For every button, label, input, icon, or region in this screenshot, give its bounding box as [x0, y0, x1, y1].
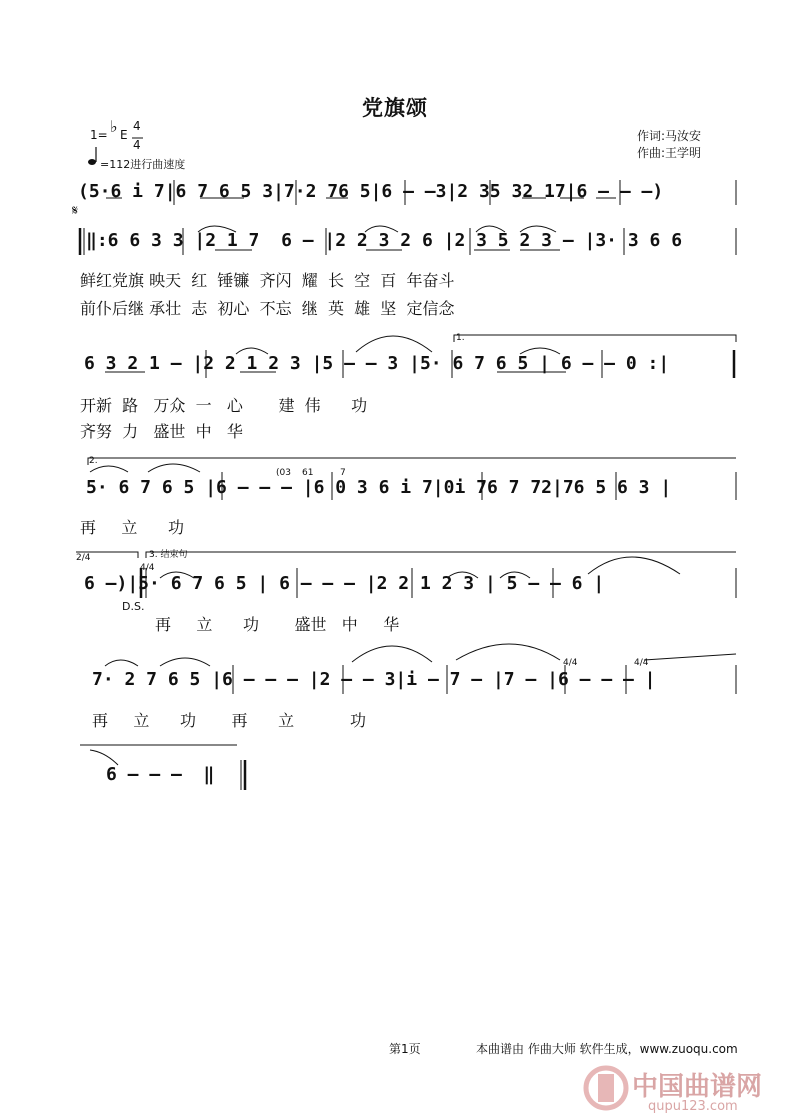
score-row-7: 6 – – – ‖	[106, 764, 215, 785]
cue-label-2: 61	[302, 468, 314, 478]
lyrics-row-5: 再 立 功 盛世 中 华	[155, 615, 400, 634]
score-row-3: 6 3 2 1 – |2 2 1 2 3 |5 – – 3 |5· 6 7 6 5 | 6 – – 0 :|	[84, 353, 670, 374]
time-sig-bottom: 4	[133, 138, 141, 152]
lyrics-row-4: 再 立 功	[80, 518, 184, 537]
time-sig-2-4: 2/4	[76, 553, 91, 563]
time-sig-top: 4	[133, 119, 141, 133]
score-row-4: 5· 6 7 6 5 |6 – – – |6 0 3 6 i 7|0i 76 7 72|76 5 6 3 |	[86, 477, 672, 498]
score-row-6: 7· 2 7 6 5 |6 – – – |2 – – 3|i – 7 – |7 – |6 – – – |	[92, 669, 656, 690]
lyrics-row-3-verse-2: 齐努 力 盛世 中 华	[80, 422, 243, 441]
software-credit: 本曲谱由 作曲大师 软件生成，www.zuoqu.com	[476, 1042, 738, 1056]
page-number: 第1页	[389, 1042, 421, 1056]
flat-sign: ♭	[110, 117, 118, 136]
page-title: 党旗颂	[362, 96, 428, 120]
lyrics-row-2-verse-1: 鲜红党旗 映天 红 锤镰 齐闪 耀 长 空 百 年奋斗	[80, 271, 455, 290]
cue-label-3: 7	[340, 468, 346, 478]
cue-label-1: (03	[276, 468, 291, 478]
key-prefix: 1=	[90, 128, 108, 142]
watermark-text: 中国曲谱网	[632, 1072, 763, 1102]
ds-marker: D.S.	[122, 600, 145, 613]
ending-3-label: 3. 结束句	[149, 550, 188, 560]
segno-sign: 𝄋	[72, 203, 79, 219]
composer: 作曲:王学明	[637, 146, 702, 160]
tempo-marking: =112进行曲速度	[100, 158, 186, 171]
lyrics-row-3-verse-1: 开新 路 万众 一 心 建 伟 功	[80, 396, 368, 415]
time-sig-4-4-b: 4/4	[563, 658, 578, 668]
time-sig-4-4-a: 4/4	[140, 563, 155, 573]
watermark-url: qupu123.com	[648, 1099, 738, 1114]
key-note: E	[120, 128, 128, 142]
score-row-1: (5·6 i 7|6 7 6 5 3|7·2 76 5|6 – –3|2 35 32 17|6 – – –)	[78, 181, 664, 202]
score-row-5: 6 –)|5· 6 7 6 5 | 6 – – – |2 2 1 2 3 | 5 – – 6 |	[84, 573, 605, 594]
ending-1-label: 1.	[456, 333, 465, 343]
lyrics-row-6: 再 立 功 再 立 功	[92, 711, 367, 730]
score-row-2: ‖:6 6 3 3 |2 1 7 6 – |2 2 3 2 6 |2 3 5 2 3 – |3· 3 6 6	[86, 230, 683, 251]
lyricist: 作词:马汝安	[637, 129, 702, 143]
time-sig-4-4-c: 4/4	[634, 658, 649, 668]
ending-2-label: 2.	[89, 456, 98, 466]
lyrics-row-2-verse-2: 前仆后继 承壮 志 初心 不忘 继 英 雄 坚 定信念	[80, 299, 455, 318]
